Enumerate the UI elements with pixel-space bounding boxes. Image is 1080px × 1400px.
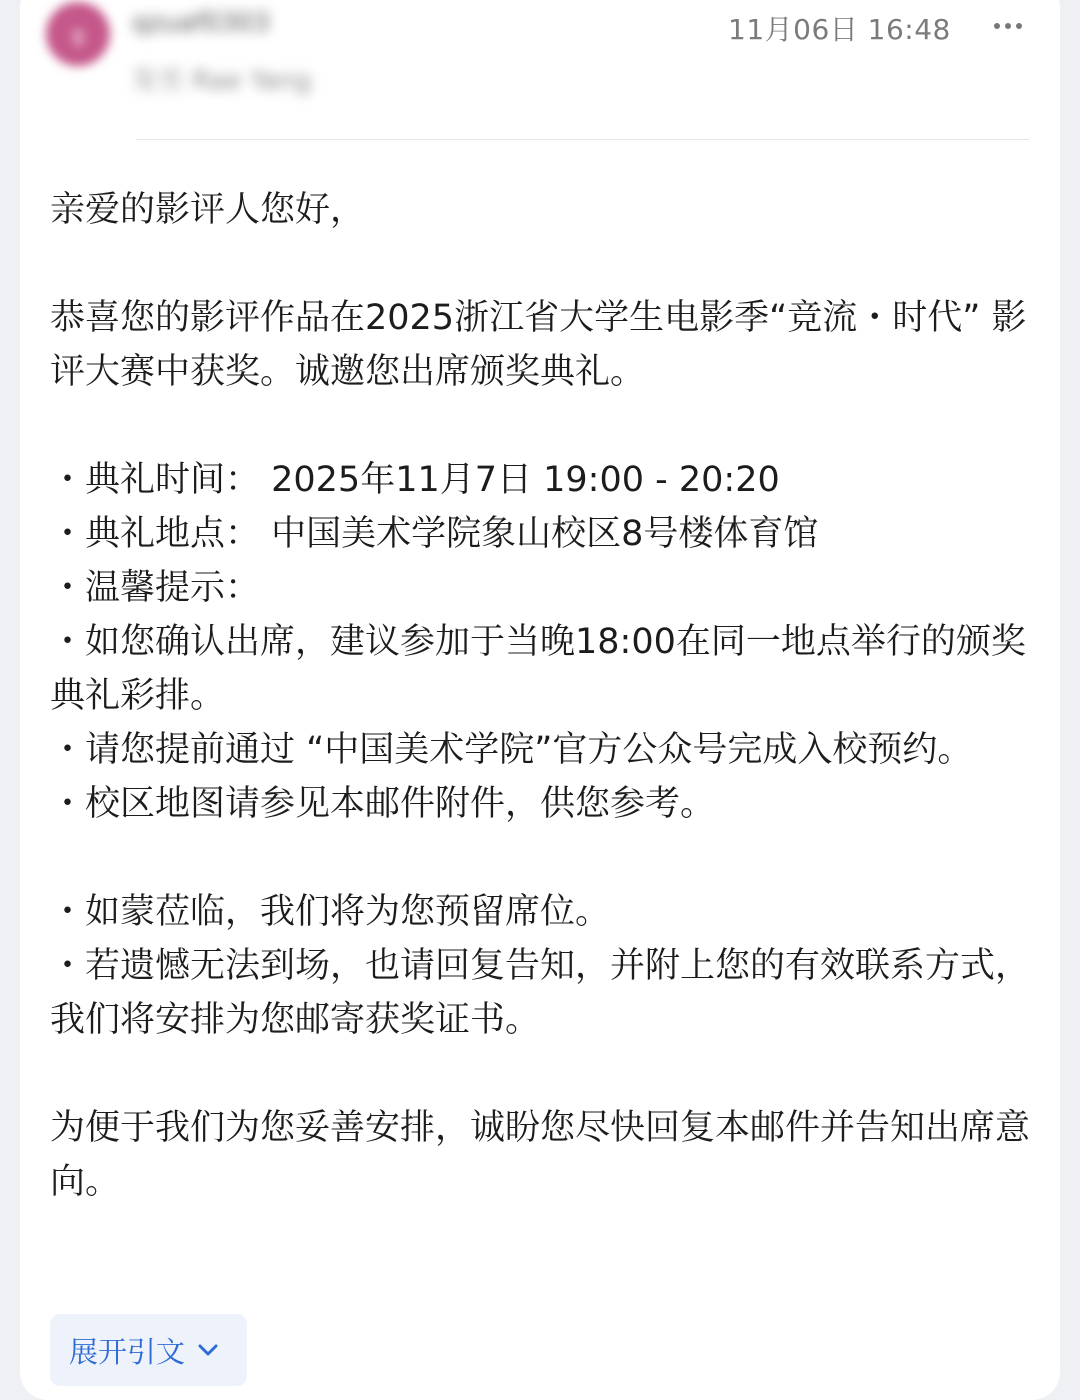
paragraph-gap <box>50 1047 1030 1101</box>
tip-campus-map: ・校区地图请参见本邮件附件，供您参考。 <box>50 784 716 824</box>
avatar-initial: g <box>71 22 85 46</box>
paragraph-gap <box>50 399 1030 453</box>
expand-quote-label: 展开引文 <box>69 1334 186 1369</box>
more-horizontal-icon <box>1005 23 1011 29</box>
greeting: 亲爱的影评人您好， <box>50 190 366 230</box>
chevron-down-icon <box>197 1343 219 1357</box>
timestamp: 11月06日 16:48 <box>728 13 951 46</box>
more-horizontal-icon <box>1016 23 1022 29</box>
header-divider <box>136 139 1029 140</box>
email-card <box>20 0 1060 1400</box>
paragraph-gap <box>50 831 1030 885</box>
expand-quote-button[interactable] <box>50 1314 247 1386</box>
avatar[interactable] <box>46 2 110 66</box>
more-options-button[interactable] <box>984 6 1032 46</box>
tip-campus-reservation: ・请您提前通过 “中国美术学院”官方公众号完成入校预约。 <box>50 730 973 770</box>
tips-heading: ・温馨提示： <box>50 568 261 608</box>
ceremony-venue: ・典礼地点： 中国美术学院象山校区8号楼体育馆 <box>50 514 819 554</box>
closing-paragraph: 为便于我们为您妥善安排，诚盼您尽快回复本邮件并告知出席意向。 <box>50 1108 1031 1202</box>
intro-paragraph: 恭喜您的影评作品在2025浙江省大学生电影季“竞流・时代” 影评大赛中获奖。诚邀您出席颁奖典礼。 <box>50 298 1027 392</box>
note-reserved-seat: ・如蒙莅临，我们将为您预留席位。 <box>50 892 611 932</box>
email-body <box>50 183 1030 1209</box>
paragraph-gap <box>50 237 1030 291</box>
ceremony-time: ・典礼时间： 2025年11月7日 19:00 - 20:20 <box>50 460 780 500</box>
recipient-line[interactable]: 发至 Rae Yang <box>132 66 312 96</box>
email-header <box>20 0 1060 120</box>
tip-rehearsal: ・如您确认出席，建议参加于当晚18:00在同一地点举行的颁奖典礼彩排。 <box>50 622 1026 716</box>
more-horizontal-icon <box>994 23 1000 29</box>
note-certificate-mailing: ・若遗憾无法到场，也请回复告知，并附上您的有效联系方式，我们将安排为您邮寄获奖证书。 <box>50 946 1031 1040</box>
sender-name[interactable]: qzuaf0303 <box>132 8 270 38</box>
